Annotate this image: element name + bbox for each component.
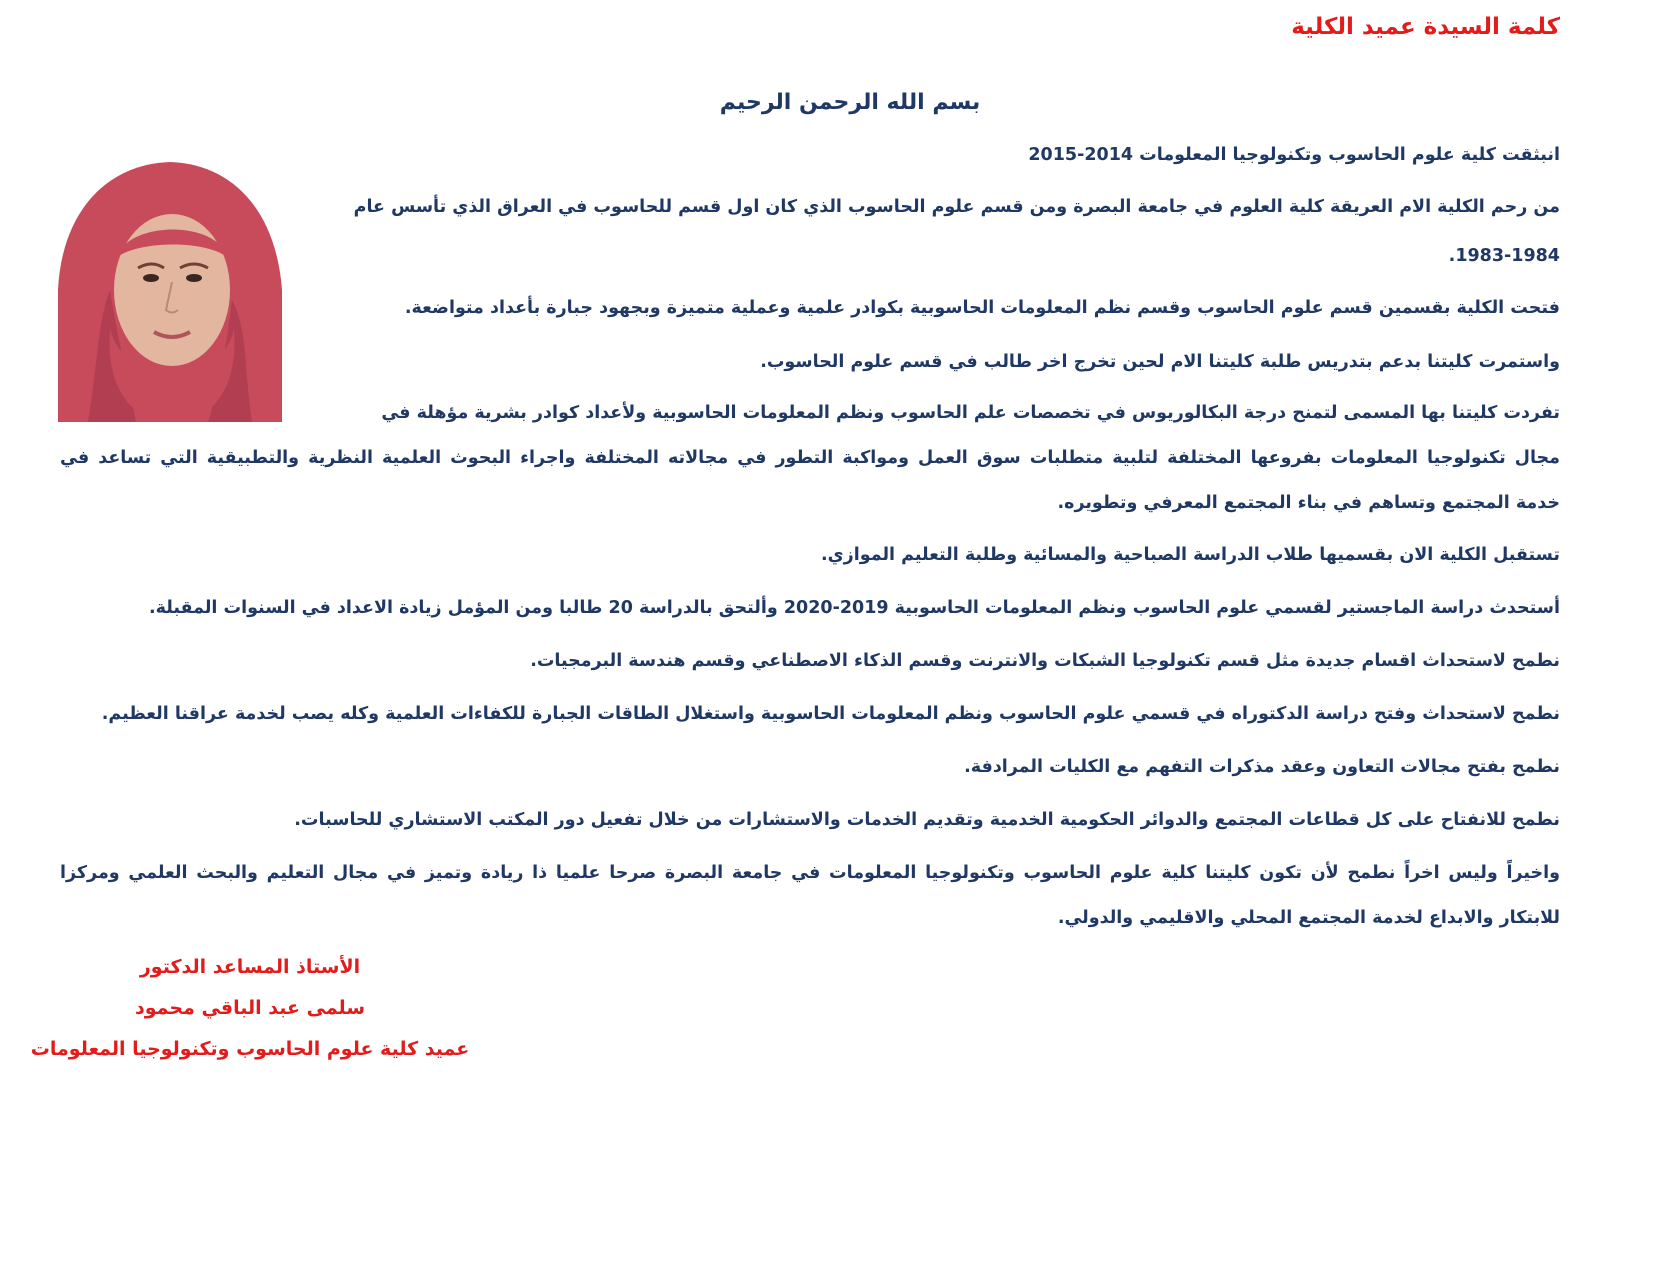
paragraph-line: أستحدث دراسة الماجستير لقسمي علوم الحاسوب ونظم المعلومات الحاسوبية 2019-2020 وألتحق بالدراسة 20 طالبا ومن المؤمل زيادة الاعداد في السنوات المقبلة.	[148, 598, 1560, 618]
paragraph-line: انبثقت كلية علوم الحاسوب وتكنولوجيا المعلومات 2014-2015	[1028, 145, 1560, 165]
paragraph-line: واخيراً وليس اخراً نطمح لأن تكون كليتنا كلية علوم الحاسوب وتكنولوجيا المعلومات في جامعة البصرة صرحا علميا ذا ريادة وتميز في مجال التعليم والبحث العلمي ومركزا	[60, 863, 1560, 883]
paragraph-line: نطمح لاستحداث وفتح دراسة الدكتوراه في قسمي علوم الحاسوب ونظم المعلومات الحاسوبية واستغلال الطاقات الجبارة للكفاءات العلمية وكله يصب لخدمة عراقنا العظيم.	[101, 704, 1560, 724]
paragraph-line: خدمة المجتمع وتساهم في بناء المجتمع المعرفي وتطويره.	[1057, 493, 1560, 513]
paragraph-line: فتحت الكلية بقسمين قسم علوم الحاسوب وقسم نظم المعلومات الحاسوبية بكوادر علمية وعملية متميزة وبجهود جبارة بأعداد متواضعة.	[404, 298, 1560, 318]
dean-portrait-photo	[58, 140, 282, 422]
paragraph-line: من رحم الكلية الام العريقة كلية العلوم في جامعة البصرة ومن قسم علوم الحاسوب الذي كان اول قسم للحاسوب في العراق الذي تأسس عام	[353, 197, 1560, 217]
basmala: بسم الله الرحمن الرحيم	[719, 90, 981, 115]
page-heading: كلمة السيدة عميد الكلية	[1291, 14, 1560, 40]
paragraph-line: مجال تكنولوجيا المعلومات بفروعها المختلفة لتلبية متطلبات سوق العمل ومواكبة التطور في مجالاته المختلفة واجراء البحوث العلمية النظرية والتطبيقية التي تساعد في	[60, 448, 1560, 468]
paragraph-line: نطمح للانفتاح على كل قطاعات المجتمع والدوائر الحكومية الخدمية وتقديم الخدمات والاستشارات من خلال تفعيل دور المكتب الاستشاري للحاسبات.	[294, 810, 1560, 830]
paragraph-line: واستمرت كليتنا بدعم بتدريس طلبة كليتنا الام لحين تخرج اخر طالب في قسم علوم الحاسوب.	[760, 352, 1560, 372]
paragraph-line: تفردت كليتنا بها المسمى لتمنح درجة البكالوريوس في تخصصات علم الحاسوب ونظم المعلومات الحاسوبية ولأعداد كوادر بشرية مؤهلة في	[381, 403, 1560, 423]
paragraph-line: للابتكار والابداع لخدمة المجتمع المحلي والاقليمي والدولي.	[1057, 908, 1560, 928]
paragraph-line: تستقبل الكلية الان بقسميها طلاب الدراسة الصباحية والمسائية وطلبة التعليم الموازي.	[821, 545, 1560, 565]
paragraph-line: نطمح بفتح مجالات التعاون وعقد مذكرات التفهم مع الكليات المرادفة.	[964, 757, 1560, 777]
paragraph-line: 1983-1984.	[1448, 246, 1560, 266]
signature-title: الأستاذ المساعد الدكتور	[139, 956, 361, 978]
paragraph-line: نطمح لاستحداث اقسام جديدة مثل قسم تكنولوجيا الشبكات والانترنت وقسم الذكاء الاصطناعي وقسم هندسة البرمجيات.	[530, 651, 1560, 671]
signature-position: عميد كلية علوم الحاسوب وتكنولوجيا المعلومات	[30, 1038, 470, 1060]
signature-name: سلمى عبد الباقي محمود	[134, 997, 365, 1019]
